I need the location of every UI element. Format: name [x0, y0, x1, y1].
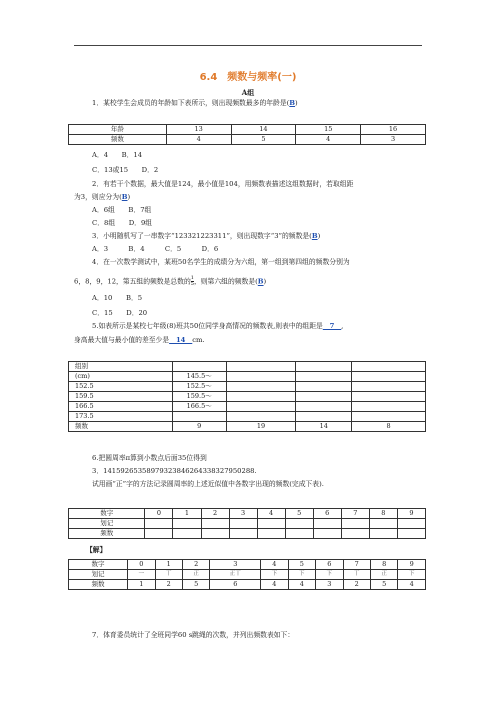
- table-cell: 丅: [155, 570, 182, 580]
- table-row: [69, 519, 426, 529]
- table-cell: 3: [361, 135, 426, 145]
- table-cell: 下: [261, 570, 288, 580]
- table-row: [69, 392, 426, 402]
- table-cell: [285, 519, 313, 529]
- table-cell: 0: [128, 560, 155, 570]
- table-cell: [145, 529, 173, 539]
- table-cell: [296, 402, 352, 412]
- q3-options: A．3 B．4 C．5 D．6: [92, 245, 219, 253]
- table-cell: 频数: [69, 135, 167, 145]
- table-cell: 2: [182, 560, 209, 570]
- table-cell: 划记: [69, 570, 128, 580]
- q2-options-ab: A．6组 B．7组: [92, 206, 152, 214]
- q6-solution-table: [68, 559, 426, 590]
- q4-stem-line1: 4．在一次数学测试中，某班50名学生的成绩分为六组，第一组到第四组的频数分别为: [92, 258, 350, 266]
- q4-options-cd: C．15 D．20: [92, 309, 148, 317]
- q5-answer-interval: __7__: [322, 322, 342, 330]
- table-cell: [313, 529, 341, 539]
- table-cell: 173.5: [69, 412, 173, 422]
- table-cell: [229, 519, 257, 529]
- q6-instruction: 试用画“正”字的方法记录圆周率的上述近似值中各数字出现的频数(完成下表).: [92, 480, 324, 488]
- table-cell: 152.5～: [172, 382, 226, 392]
- table-cell: 159.5: [69, 392, 173, 402]
- table-row: [69, 509, 426, 519]
- table-cell: [352, 362, 426, 372]
- table-cell: [257, 519, 285, 529]
- table-cell: [226, 402, 296, 412]
- table-cell: 4: [261, 580, 288, 590]
- q3-answer: B: [311, 232, 318, 240]
- table-cell: [201, 529, 229, 539]
- table-cell: [352, 402, 426, 412]
- table-cell: [172, 412, 226, 422]
- table-cell: 下: [398, 570, 426, 580]
- q6-stem-line1: 6.把圆周率π算到小数点后面35位得到: [92, 454, 207, 462]
- table-row: [69, 570, 426, 580]
- table-cell: 6: [313, 509, 341, 519]
- q4-options-ab: A．10 B．5: [92, 294, 143, 302]
- table-cell: 14: [231, 125, 296, 135]
- table-row: [69, 382, 426, 392]
- table-cell: [226, 362, 296, 372]
- table-cell: 3: [316, 580, 343, 590]
- table-cell: [352, 372, 426, 382]
- table-cell: 6: [210, 580, 261, 590]
- table-row: [69, 580, 426, 590]
- table-cell: [352, 392, 426, 402]
- table-cell: [296, 362, 352, 372]
- q5-answer-range: __14__: [169, 336, 193, 344]
- table-cell: 7: [343, 560, 370, 570]
- table-cell: 下: [316, 570, 343, 580]
- table-cell: 频数: [69, 422, 173, 432]
- table-cell: 8: [352, 422, 426, 432]
- table-cell: 4: [261, 560, 288, 570]
- table-cell: 9: [172, 422, 226, 432]
- table-cell: 2: [201, 509, 229, 519]
- q5-height-table: [68, 361, 426, 432]
- table-cell: [341, 529, 369, 539]
- table-cell: [145, 519, 173, 529]
- table-row: [69, 402, 426, 412]
- table-cell: [369, 519, 397, 529]
- table-cell: 145.5～: [172, 372, 226, 382]
- table-cell: 1: [128, 580, 155, 590]
- table-row: [69, 560, 426, 570]
- table-cell: 5: [285, 509, 313, 519]
- solution-label: 【解】: [86, 546, 107, 554]
- table-cell: 数字: [69, 509, 145, 519]
- q3-stem: 3．小明随机写了一串数字“123321223311”，则出现数字“3”的频数是(B): [92, 232, 321, 240]
- table-cell: [369, 529, 397, 539]
- table-row: [69, 135, 426, 145]
- table-cell: [313, 519, 341, 529]
- table-cell: [226, 372, 296, 382]
- table-cell: [226, 392, 296, 402]
- table-cell: 5: [182, 580, 209, 590]
- q1-options-ab: A．4 B．14: [92, 151, 143, 159]
- table-cell: 年龄: [69, 125, 167, 135]
- table-cell: 频数: [69, 580, 128, 590]
- q1-table: [68, 124, 426, 145]
- table-cell: 正: [182, 570, 209, 580]
- q6-blank-table: [68, 508, 426, 539]
- section-heading: A组: [241, 88, 255, 97]
- table-cell: [285, 529, 313, 539]
- table-cell: [341, 519, 369, 529]
- q2-answer: B: [121, 193, 128, 201]
- table-row: [69, 412, 426, 422]
- fraction-one-fifth: $\frac{1}{5}$: [190, 275, 194, 287]
- q1-options-cd: C．13或15 D．2: [92, 166, 159, 174]
- table-cell: 8: [370, 560, 397, 570]
- table-cell: 152.5: [69, 382, 173, 392]
- table-row: [69, 362, 426, 372]
- q2-stem-line2: 为3，则应分为(B): [74, 193, 131, 201]
- table-cell: [226, 382, 296, 392]
- table-cell: 14: [296, 422, 352, 432]
- table-cell: [296, 392, 352, 402]
- table-cell: (cm): [69, 372, 173, 382]
- q5-stem-line2: 身高最大值与最小值的差至少是__14__cm.: [74, 336, 205, 344]
- table-row: [69, 372, 426, 382]
- table-cell: 数字: [69, 560, 128, 570]
- q2-stem-line1: 2．有若干个数据，最大值是124，最小值是104，用频数表描述这组数据时，若取组距: [92, 180, 354, 188]
- table-cell: 3: [210, 560, 261, 570]
- table-cell: 4: [166, 135, 231, 145]
- table-cell: 1: [155, 560, 182, 570]
- table-cell: 2: [155, 580, 182, 590]
- table-cell: 正: [370, 570, 397, 580]
- table-cell: 3: [229, 509, 257, 519]
- table-cell: [201, 519, 229, 529]
- table-cell: [296, 412, 352, 422]
- table-cell: 5: [288, 560, 315, 570]
- table-cell: 正丅: [210, 570, 261, 580]
- table-cell: 4: [398, 580, 426, 590]
- table-cell: 划记: [69, 519, 145, 529]
- table-cell: [296, 372, 352, 382]
- table-cell: 166.5: [69, 402, 173, 412]
- table-cell: 2: [343, 580, 370, 590]
- table-cell: 6: [316, 560, 343, 570]
- table-cell: 8: [369, 509, 397, 519]
- table-cell: [397, 529, 425, 539]
- table-cell: 13: [166, 125, 231, 135]
- q1-answer: B: [289, 99, 296, 107]
- table-cell: [397, 519, 425, 529]
- table-cell: 频数: [69, 529, 145, 539]
- table-cell: 166.5～: [172, 402, 226, 412]
- table-row: [69, 125, 426, 135]
- table-cell: [172, 362, 226, 372]
- table-cell: 1: [173, 509, 201, 519]
- q4-answer: B: [257, 277, 264, 286]
- table-cell: 7: [341, 509, 369, 519]
- page-title: 6.4 频数与频率(一): [199, 72, 297, 83]
- table-cell: 159.5～: [172, 392, 226, 402]
- table-cell: [257, 529, 285, 539]
- table-cell: 19: [226, 422, 296, 432]
- table-cell: 9: [397, 509, 425, 519]
- table-cell: [296, 382, 352, 392]
- table-cell: 下: [288, 570, 315, 580]
- table-cell: 15: [296, 125, 361, 135]
- table-cell: [352, 412, 426, 422]
- table-row: [69, 529, 426, 539]
- table-cell: [226, 412, 296, 422]
- q2-options-cd: C．8组 D．9组: [92, 219, 153, 227]
- q5-stem-line1: 5.如表所示是某校七年级(8)班共50位同学身高情况的频数表,则表中的组距是__7__,: [92, 322, 344, 330]
- q4-stem-line2: 6，8，9，12，第五组的频数是总数的 $\frac{1}{5}$ ，则第六组的频数是(B): [74, 275, 267, 287]
- table-cell: 一: [128, 570, 155, 580]
- table-cell: 4: [288, 580, 315, 590]
- table-cell: 4: [257, 509, 285, 519]
- table-cell: 4: [296, 135, 361, 145]
- table-cell: 丅: [343, 570, 370, 580]
- table-cell: 0: [145, 509, 173, 519]
- table-row: [69, 422, 426, 432]
- table-cell: 16: [361, 125, 426, 135]
- table-cell: 9: [398, 560, 426, 570]
- q6-pi-digits: 3．14159265358979323846264338327950288.: [92, 467, 257, 475]
- table-cell: 组别: [69, 362, 173, 372]
- header-rule: [74, 45, 422, 46]
- table-cell: 5: [370, 580, 397, 590]
- table-cell: [352, 382, 426, 392]
- table-cell: 5: [231, 135, 296, 145]
- q1-stem: 1．某校学生会成员的年龄如下表所示，则出现频数最多的年龄是(B): [92, 99, 298, 107]
- table-cell: [173, 519, 201, 529]
- q7-stem: 7．体育委员统计了全班同学60 s跳绳的次数，并列出频数表如下：: [92, 631, 295, 639]
- table-cell: [173, 529, 201, 539]
- table-cell: [229, 529, 257, 539]
